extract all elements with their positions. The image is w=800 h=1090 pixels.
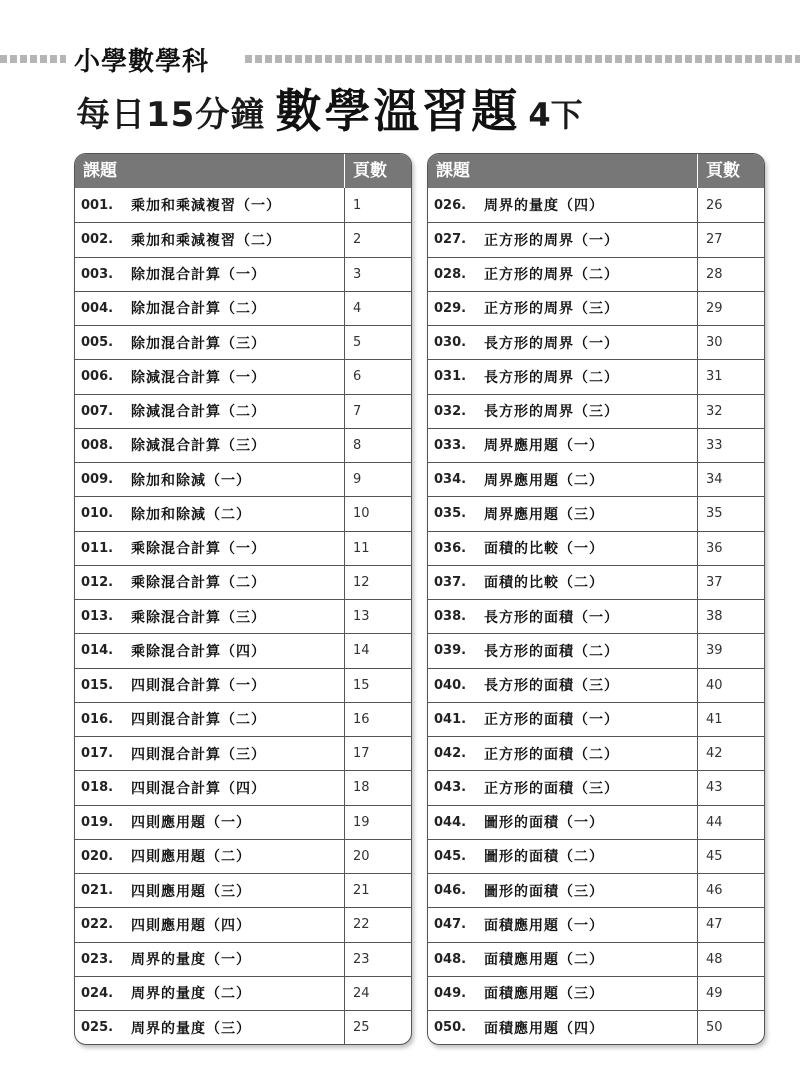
lesson-title: 四則應用題（二） [131,849,251,866]
lesson-number: 016. [81,711,114,727]
lesson-title: 面積應用題（二） [484,952,604,969]
topic-cell [75,566,344,599]
lesson-number: 050. [434,1020,467,1036]
table-row [75,257,411,291]
table-row [75,599,411,633]
lesson-number: 029. [434,300,467,316]
topic-cell [75,806,344,839]
topic-cell [428,395,697,428]
table-row [428,668,764,702]
table-row [75,942,411,976]
topic-cell [75,771,344,804]
page-number: 39 [697,634,764,667]
toc-table-right [427,153,765,1045]
lesson-title: 除加和除減（一） [131,472,251,489]
lesson-title: 長方形的面積（二） [484,643,619,660]
page-number: 49 [697,977,764,1010]
page-number: 25 [344,1011,411,1044]
topic-cell [75,840,344,873]
lesson-number: 035. [434,506,467,522]
table-row [428,873,764,907]
lesson-title: 乘除混合計算（二） [131,575,266,592]
lesson-number: 019. [81,814,114,830]
lesson-title: 四則混合計算（二） [131,712,266,729]
lesson-title: 除加和除減（二） [131,506,251,523]
table-row [75,428,411,462]
page-number: 20 [344,840,411,873]
topic-cell [428,634,697,667]
lesson-number: 030. [434,335,467,351]
lesson-title: 正方形的面積（一） [484,712,619,729]
topic-cell [75,943,344,976]
page-number: 36 [697,532,764,565]
page-number: 27 [697,223,764,256]
topic-cell [428,703,697,736]
page-number: 10 [344,497,411,530]
topic-cell [428,874,697,907]
table-row [428,462,764,496]
page-number: 8 [344,429,411,462]
lesson-title: 除減混合計算（三） [131,438,266,455]
lesson-title: 面積應用題（三） [484,986,604,1003]
page-number: 30 [697,326,764,359]
lesson-title: 面積的比較（二） [484,575,604,592]
lesson-number: 013. [81,609,114,625]
lesson-title: 乘除混合計算（四） [131,643,266,660]
table-row [428,394,764,428]
lesson-number: 002. [81,232,114,248]
lesson-title: 長方形的周界（三） [484,404,619,421]
lesson-title: 周界應用題（一） [484,438,604,455]
table-row [428,736,764,770]
lesson-title: 乘除混合計算（一） [131,541,266,558]
lesson-title: 正方形的周界（三） [484,301,619,318]
lesson-title: 長方形的面積（一） [484,609,619,626]
table-row [428,496,764,530]
lesson-title: 乘除混合計算（三） [131,609,266,626]
lesson-title: 除加混合計算（二） [131,301,266,318]
lesson-number: 003. [81,266,114,282]
table-row [428,359,764,393]
topic-cell [428,532,697,565]
dash-decoration-right [245,55,800,63]
lesson-number: 043. [434,780,467,796]
page-number: 37 [697,566,764,599]
topic-cell [75,874,344,907]
table-row [75,873,411,907]
toc-table-left [74,153,412,1045]
lesson-number: 007. [81,403,114,419]
topic-cell [428,737,697,770]
table-row [75,222,411,256]
lesson-number: 031. [434,369,467,385]
page-number: 48 [697,943,764,976]
page-number: 26 [697,188,764,222]
page-number: 16 [344,703,411,736]
lesson-number: 037. [434,574,467,590]
page-number: 40 [697,669,764,702]
topic-cell [75,669,344,702]
page-number: 33 [697,429,764,462]
page-number: 43 [697,771,764,804]
table-row [428,805,764,839]
lesson-title: 面積應用題（四） [484,1020,604,1037]
table-header [75,154,411,188]
topic-cell [428,258,697,291]
page-number: 17 [344,737,411,770]
page-number: 23 [344,943,411,976]
lesson-number: 022. [81,917,114,933]
table-body-right [428,188,764,1044]
table-row [428,222,764,256]
topic-cell [75,737,344,770]
lesson-number: 005. [81,335,114,351]
table-row [428,942,764,976]
header-topic: 課題 [83,161,117,181]
topic-cell [428,429,697,462]
page-number: 24 [344,977,411,1010]
lesson-number: 001. [81,197,114,213]
lesson-title: 周界應用題（二） [484,472,604,489]
lesson-title: 四則混合計算（一） [131,678,266,695]
table-row [428,325,764,359]
lesson-title: 長方形的周界（一） [484,335,619,352]
topic-cell [428,223,697,256]
table-row [428,428,764,462]
lesson-title: 長方形的面積（三） [484,678,619,695]
lesson-title: 四則應用題（一） [131,815,251,832]
lesson-number: 008. [81,437,114,453]
page-number: 22 [344,908,411,941]
table-header [428,154,764,188]
page-number: 32 [697,395,764,428]
table-row [75,702,411,736]
table-row [75,188,411,222]
lesson-title: 四則應用題（四） [131,917,251,934]
lesson-number: 021. [81,883,114,899]
page-number: 15 [344,669,411,702]
table-row [428,976,764,1010]
lesson-number: 033. [434,437,467,453]
lesson-number: 023. [81,951,114,967]
table-row [428,257,764,291]
table-row [428,770,764,804]
topic-cell [428,943,697,976]
lesson-number: 026. [434,197,467,213]
lesson-title: 圖形的面積（一） [484,815,604,832]
topic-cell [428,566,697,599]
lesson-title: 正方形的周界（一） [484,232,619,249]
table-row [428,531,764,565]
book-title [76,86,583,136]
lesson-number: 047. [434,917,467,933]
topic-cell [75,360,344,393]
table-row [75,839,411,873]
lesson-number: 004. [81,300,114,316]
topic-cell [428,806,697,839]
topic-cell [428,326,697,359]
page-number: 11 [344,532,411,565]
title-math-revision: 數學溫習題 [275,84,521,138]
table-row [428,188,764,222]
lesson-title: 面積的比較（一） [484,541,604,558]
page-number: 35 [697,497,764,530]
page-number: 29 [697,292,764,325]
table-row [428,565,764,599]
topic-cell [428,908,697,941]
table-row [428,907,764,941]
lesson-number: 027. [434,232,467,248]
table-row [428,839,764,873]
topic-cell [428,600,697,633]
lesson-title: 圖形的面積（三） [484,883,604,900]
header-page: 頁數 [697,154,764,188]
lesson-number: 028. [434,266,467,282]
topic-cell [75,463,344,496]
topic-cell [75,326,344,359]
table-row [428,291,764,325]
table-row [75,805,411,839]
lesson-number: 025. [81,1020,114,1036]
lesson-number: 034. [434,472,467,488]
topic-cell [428,188,697,222]
lesson-number: 038. [434,609,467,625]
header-page: 頁數 [344,154,411,188]
lesson-number: 048. [434,951,467,967]
lesson-number: 041. [434,711,467,727]
lesson-number: 049. [434,985,467,1001]
lesson-number: 010. [81,506,114,522]
table-row [75,633,411,667]
table-row [75,531,411,565]
lesson-number: 018. [81,780,114,796]
topic-cell [75,497,344,530]
lesson-title: 乘加和乘減複習（一） [131,198,281,215]
lesson-title: 四則混合計算（三） [131,746,266,763]
page-number: 9 [344,463,411,496]
topic-cell [75,634,344,667]
lesson-number: 020. [81,848,114,864]
table-row [75,907,411,941]
lesson-number: 015. [81,677,114,693]
page-number: 41 [697,703,764,736]
lesson-number: 032. [434,403,467,419]
lesson-number: 017. [81,746,114,762]
table-row [75,394,411,428]
table-row [428,1010,764,1044]
topic-cell [75,908,344,941]
topic-cell [75,1011,344,1044]
table-body-left [75,188,411,1044]
topic-cell [75,188,344,222]
table-row [428,599,764,633]
lesson-title: 圖形的面積（二） [484,849,604,866]
lesson-title: 四則混合計算（四） [131,780,266,797]
subject-banner [0,44,800,77]
page-number: 46 [697,874,764,907]
table-row [75,736,411,770]
page-number: 21 [344,874,411,907]
lesson-number: 024. [81,985,114,1001]
table-row [428,633,764,667]
lesson-number: 011. [81,540,114,556]
lesson-title: 周界應用題（三） [484,506,604,523]
lesson-title: 面積應用題（一） [484,917,604,934]
table-row [75,668,411,702]
page-number: 5 [344,326,411,359]
lesson-number: 039. [434,643,467,659]
table-row [75,1010,411,1044]
topic-cell [428,497,697,530]
lesson-title: 除加混合計算（三） [131,335,266,352]
page-number: 4 [344,292,411,325]
lesson-title: 除減混合計算（一） [131,369,266,386]
topic-cell [75,977,344,1010]
table-row [75,291,411,325]
page-number: 47 [697,908,764,941]
page-number: 13 [344,600,411,633]
page-number: 34 [697,463,764,496]
topic-cell [75,292,344,325]
table-row [75,359,411,393]
lesson-title: 乘加和乘減複習（二） [131,232,281,249]
table-row [75,565,411,599]
topic-cell [75,223,344,256]
table-row [75,462,411,496]
lesson-title: 周界的量度（二） [131,986,251,1003]
dash-decoration-left [0,55,66,63]
page-number: 31 [697,360,764,393]
page-number: 42 [697,737,764,770]
topic-cell [428,463,697,496]
table-row [428,702,764,736]
page-number: 2 [344,223,411,256]
lesson-number: 006. [81,369,114,385]
lesson-number: 012. [81,574,114,590]
page-number: 18 [344,771,411,804]
topic-cell [428,1011,697,1044]
topic-cell [75,600,344,633]
title-daily-15-minutes: 每日15分鐘 [76,95,266,135]
page-number: 44 [697,806,764,839]
page-number: 28 [697,258,764,291]
topic-cell [428,977,697,1010]
lesson-title: 周界的量度（三） [131,1020,251,1037]
lesson-title: 周界的量度（一） [131,952,251,969]
topic-cell [75,258,344,291]
lesson-number: 014. [81,643,114,659]
lesson-title: 除加混合計算（一） [131,267,266,284]
topic-cell [75,703,344,736]
lesson-title: 周界的量度（四） [484,198,604,215]
page-number: 45 [697,840,764,873]
topic-cell [75,395,344,428]
lesson-title: 正方形的周界（二） [484,267,619,284]
page-number: 19 [344,806,411,839]
table-row [75,325,411,359]
page-number: 3 [344,258,411,291]
page-number: 14 [344,634,411,667]
page-number: 7 [344,395,411,428]
page-number: 6 [344,360,411,393]
topic-cell [428,360,697,393]
topic-cell [428,840,697,873]
lesson-title: 四則應用題（三） [131,883,251,900]
topic-cell [428,771,697,804]
page-number: 38 [697,600,764,633]
topic-cell [428,669,697,702]
lesson-title: 除減混合計算（二） [131,404,266,421]
topic-cell [428,292,697,325]
lesson-number: 042. [434,746,467,762]
lesson-number: 009. [81,472,114,488]
subject-label: 小學數學科 [74,47,210,77]
topic-cell [75,532,344,565]
lesson-number: 044. [434,814,467,830]
header-topic: 課題 [436,161,470,181]
title-grade-term: 4下 [528,96,583,134]
topic-cell [75,429,344,462]
table-row [75,976,411,1010]
lesson-number: 045. [434,848,467,864]
lesson-number: 036. [434,540,467,556]
lesson-title: 正方形的面積（二） [484,746,619,763]
page-number: 50 [697,1011,764,1044]
lesson-title: 正方形的面積（三） [484,780,619,797]
lesson-title: 長方形的周界（二） [484,369,619,386]
table-row [75,496,411,530]
lesson-number: 046. [434,883,467,899]
lesson-number: 040. [434,677,467,693]
page-number: 1 [344,188,411,222]
page-number: 12 [344,566,411,599]
table-row [75,770,411,804]
